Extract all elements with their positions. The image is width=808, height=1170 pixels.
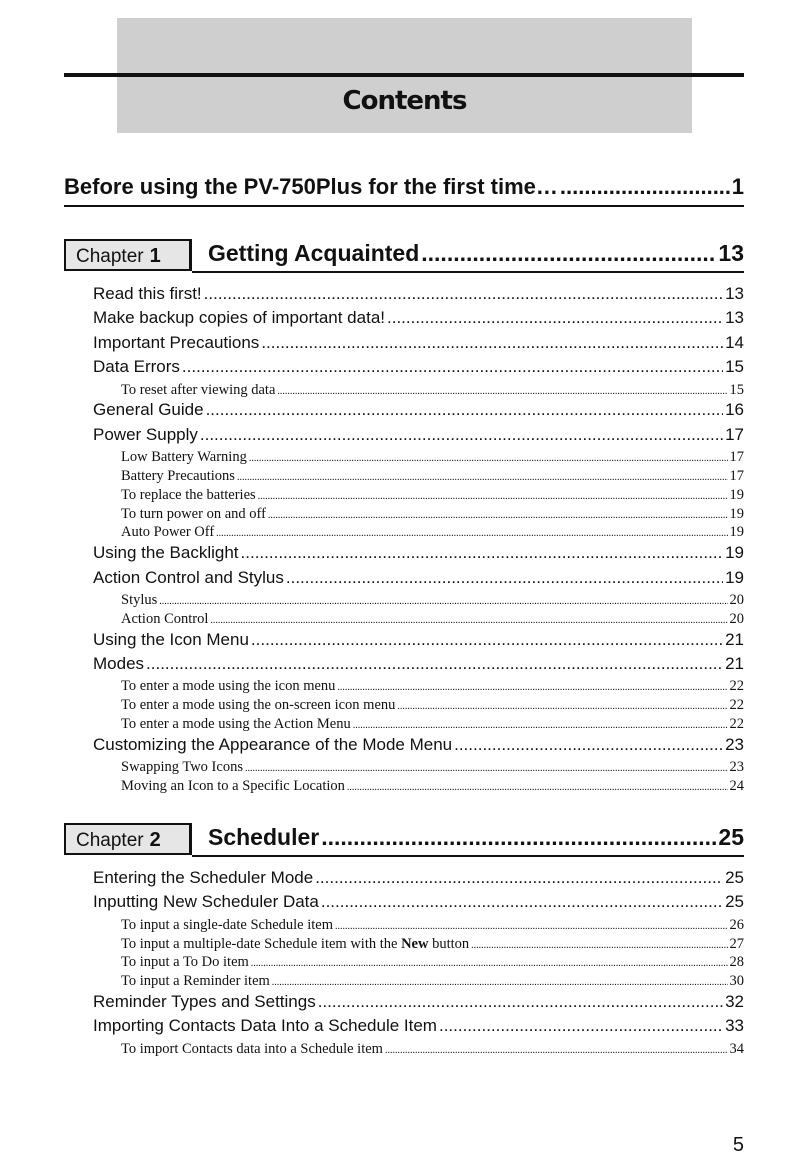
leader-dots [245,763,728,774]
header-rule [64,73,744,77]
entry-title: Power Supply [93,424,198,444]
subentry-page: 28 [729,954,744,971]
subentry-title: To replace the batteries [121,486,256,503]
subentry-title-suffix: button [428,935,470,952]
entry-title: Make backup copies of important data! [93,308,385,328]
toc-subentry[interactable] [93,697,744,716]
chapter-2-rule [192,855,744,857]
subentry-page: 27 [729,935,744,952]
toc-entry[interactable] [93,630,744,654]
page-number: 5 [732,1134,744,1156]
subentry-title-text: To input a multiple-date Schedule item with the [121,935,402,952]
chapter-2-toc [93,868,744,1060]
chapter-1-toc [93,284,744,797]
subentry-title: To input a single-date Schedule item [121,916,333,933]
entry-page: 13 [725,308,744,328]
subentry-page: 23 [729,759,744,776]
leader-dots [353,720,728,731]
leader-dots [347,782,728,793]
subentry-title: To input a Reminder item [121,973,270,990]
toc-entry[interactable] [93,308,744,332]
subentry-page: 15 [729,381,744,398]
subentry-page: 20 [729,610,744,627]
toc-subentry[interactable] [93,506,744,525]
leader-dots [337,682,727,693]
entry-title: Read this first! [93,284,202,303]
leader-dots [258,491,728,502]
entry-page: 21 [725,653,744,673]
leader-dots [249,453,728,464]
entry-page: 14 [725,332,744,352]
toc-subentry[interactable] [93,936,744,955]
leader-dots [206,400,724,420]
toc-subentry[interactable] [93,487,744,506]
entry-page: 33 [725,1016,744,1036]
subentry-page: 34 [729,1040,744,1057]
leader-dots [439,1016,723,1036]
subentry-title: Auto Power Off [121,524,215,541]
entry-page: 13 [725,284,744,303]
subentry-title: To enter a mode using the Action Menu [121,715,351,732]
subentry-title: To input a To Do item [121,954,249,971]
leader-dots [277,386,727,397]
leader-dots [454,735,723,755]
subentry-title: To enter a mode using the icon menu [121,678,336,695]
leader-dots [182,357,723,377]
subentry-title: Stylus [121,591,158,608]
subentry-title: Action Control [121,610,209,627]
leader-dots [387,308,723,328]
chapter-2-badge [64,823,192,855]
page-title: Contents [342,86,467,116]
chapter-number: 1 [149,245,161,267]
leader-dots [241,543,724,563]
subentry-page: 19 [729,524,744,541]
chapter-label: Chapter [76,830,144,851]
entry-title: Using the Backlight [93,543,239,563]
subentry-title: Low Battery Warning [121,449,247,466]
leader-dots [385,1045,728,1056]
subentry-title: To turn power on and off [121,505,266,522]
leader-dots [159,596,727,607]
preface-page: 1 [731,174,744,199]
leader-dots [210,615,727,626]
toc-entry[interactable] [93,400,744,424]
leader-dots [146,654,723,674]
leader-dots [251,630,723,650]
chapter-1-rule [192,271,744,273]
toc-entry[interactable] [93,357,744,381]
subentry-page: 22 [729,697,744,714]
entry-title: Inputting New Scheduler Data [93,892,319,912]
leader-dots [471,940,727,951]
leader-dots [560,174,730,200]
entry-title: Modes [93,653,145,673]
leader-dots [321,824,716,851]
chapter-1-heading[interactable] [64,239,744,273]
new-button-label: New [401,935,429,952]
chapter-1-badge [64,239,192,271]
preface-rule [64,205,744,207]
entry-page: 32 [725,991,744,1011]
toc-subentry[interactable] [93,382,744,401]
toc-entry[interactable] [93,868,744,892]
toc-entry[interactable] [93,1016,744,1040]
subentry-title: Swapping Two Icons [121,759,243,776]
subentry-page: 20 [729,591,744,608]
toc-subentry[interactable] [93,973,744,992]
toc-subentry[interactable] [93,778,744,797]
toc-entry[interactable] [93,892,744,916]
leader-dots [335,921,728,932]
subentry-title: To import Contacts data into a Schedule item [121,1040,383,1057]
leader-dots [318,992,723,1012]
toc-entry-preface[interactable] [64,174,744,200]
entry-title: Customizing the Appearance of the Mode Menu [93,734,453,754]
entry-page: 23 [725,734,744,754]
subentry-title: Moving an Icon to a Specific Location [121,777,345,794]
toc-subentry[interactable] [93,678,744,697]
toc-subentry[interactable] [93,716,744,735]
subentry-page: 24 [729,777,744,794]
preface-title: Before using the PV-750Plus for the first time… [64,174,558,199]
entry-title: Important Precautions [93,332,260,352]
subentry-page: 19 [729,486,744,503]
leader-dots [315,868,723,888]
entry-title: General Guide [93,400,204,420]
leader-dots [216,528,727,539]
subentry-title [121,936,469,953]
entry-title: Action Control and Stylus [93,567,284,587]
chapter-2-title: Scheduler [208,824,320,850]
entry-title: Reminder Types and Settings [93,991,316,1011]
entry-page: 19 [725,567,744,587]
toc-entry[interactable] [93,654,744,678]
entry-page: 19 [725,543,744,563]
toc-subentry[interactable] [93,954,744,973]
leader-dots [261,333,723,353]
chapter-2-heading[interactable] [64,823,744,857]
toc-entry[interactable] [93,735,744,759]
toc-entry[interactable] [93,333,744,357]
leader-dots [421,240,716,267]
entry-title: Importing Contacts Data Into a Schedule Item [93,1016,437,1036]
entry-title: Data Errors [93,357,180,377]
leader-dots [272,977,728,988]
toc-subentry[interactable] [93,449,744,468]
entry-page: 21 [725,629,744,649]
toc-subentry[interactable] [93,759,744,778]
subentry-page: 30 [729,973,744,990]
entry-page: 15 [725,357,744,377]
leader-dots [286,568,723,588]
chapter-1-title: Getting Acquainted [208,240,420,266]
leader-dots [251,958,728,969]
toc-subentry[interactable] [93,468,744,487]
subentry-page: 19 [729,505,744,522]
subentry-page: 17 [729,449,744,466]
toc-entry[interactable] [93,568,744,592]
chapter-2-page: 25 [718,824,744,850]
toc-entry[interactable] [93,992,744,1016]
entry-page: 25 [725,892,744,912]
subentry-title: Battery Precautions [121,467,235,484]
toc-entry[interactable] [93,425,744,449]
subentry-page: 22 [729,678,744,695]
toc-subentry[interactable] [93,524,744,543]
toc-subentry[interactable] [93,592,744,611]
leader-dots [268,510,728,521]
subentry-page: 17 [729,467,744,484]
entry-page: 17 [725,424,744,444]
chapter-1-page: 13 [718,240,744,266]
chapter-number: 2 [149,829,161,851]
leader-dots [204,284,723,304]
subentry-page: 22 [729,715,744,732]
subentry-page: 26 [729,916,744,933]
entry-page: 25 [725,868,744,887]
entry-title: Using the Icon Menu [93,629,249,649]
entry-page: 16 [725,400,744,420]
chapter-label: Chapter [76,246,144,267]
leader-dots [200,425,723,445]
toc-subentry[interactable] [93,917,744,936]
toc-entry[interactable] [93,284,744,308]
entry-title: Entering the Scheduler Mode [93,868,314,887]
leader-dots [397,701,727,712]
toc-entry[interactable] [93,543,744,567]
leader-dots [321,892,723,912]
subentry-title: To reset after viewing data [121,381,276,398]
toc-subentry[interactable] [93,611,744,630]
leader-dots [237,472,728,483]
subentry-title: To enter a mode using the on-screen icon menu [121,697,396,714]
toc-subentry[interactable] [93,1041,744,1060]
